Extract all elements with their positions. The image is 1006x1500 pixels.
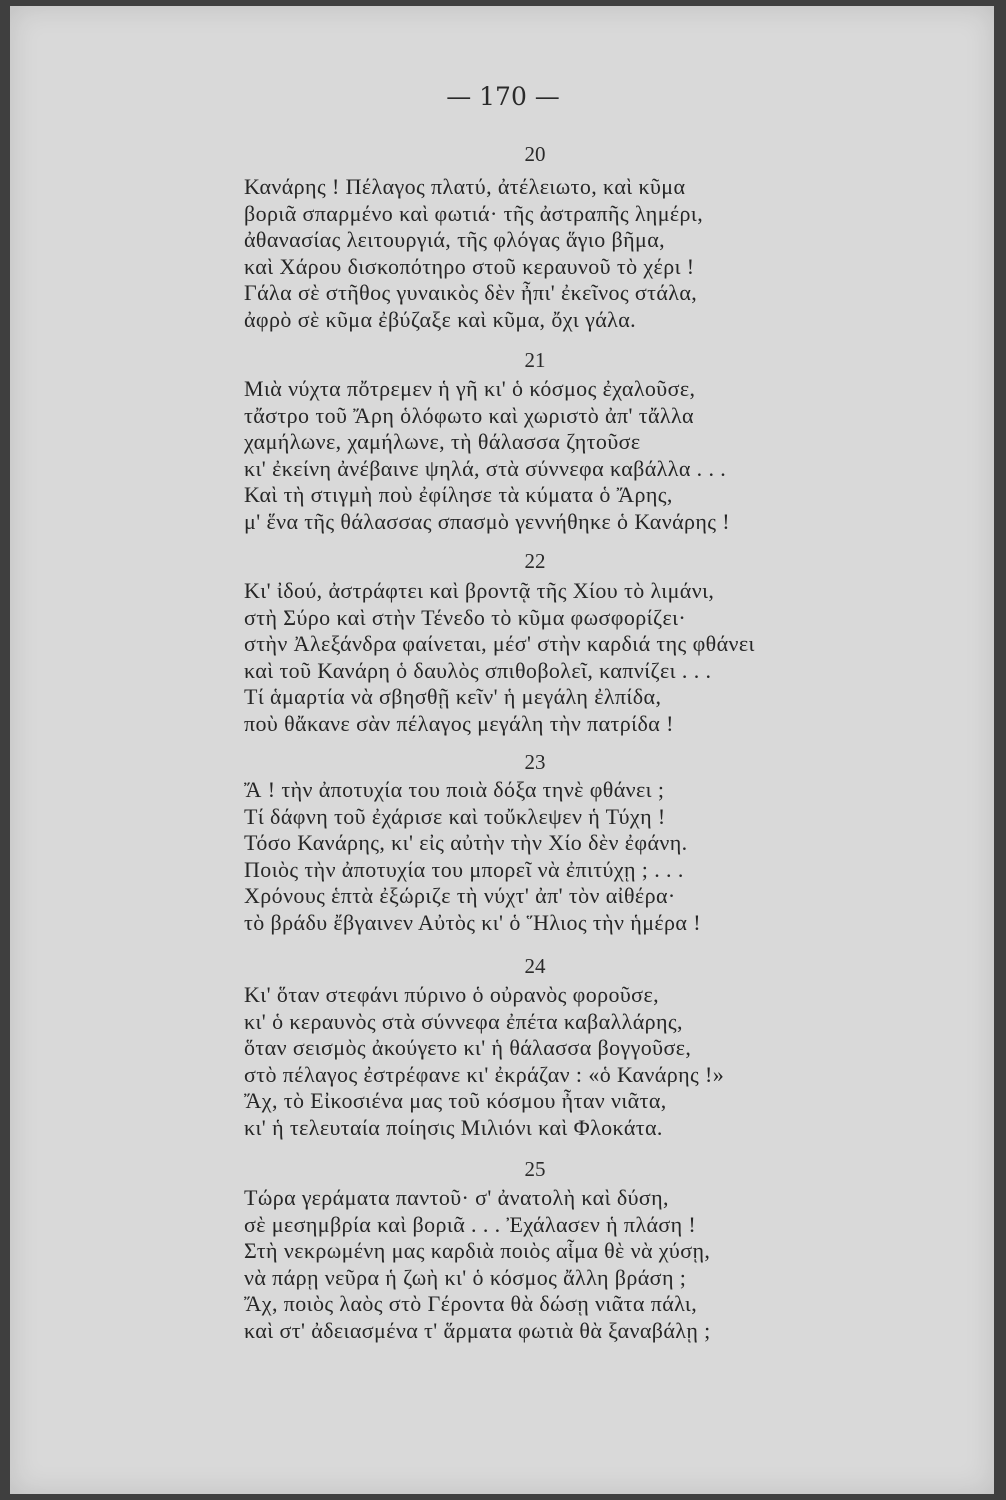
verse-line: κι' ἐκείνη ἀνέβαινε ψηλά, στὰ σύννεφα καβάλλα . . . [244,455,727,481]
verse-line: βοριᾶ σπαρμένο καὶ φωτιά· τῆς ἀστραπῆς λημέρι, [244,200,704,226]
verse-line: καὶ τοῦ Κανάρη ὁ δαυλὸς σπιθοβολεῖ, καπνίζει . . . [244,657,712,683]
verse-line: τἄστρο τοῦ Ἄρη ὁλόφωτο καὶ χωριστὸ ἀπ' τἄλλα [244,402,694,428]
stanza-text [244,777,701,937]
stanza-text [244,376,730,536]
verse-line: στὴν Ἀλεξάνδρα φαίνεται, μέσ' στὴν καρδιά της φθάνει [244,631,755,657]
verse-line: ποὺ θἄκανε σὰν πέλαγος μεγάλη τὴν πατρίδα ! [244,710,674,736]
stanza-text [244,1185,711,1345]
verse-line: καὶ Χάρου δισκοπότηρο στοῦ κεραυνοῦ τὸ χέρι ! [244,253,695,279]
verse-line: χαμήλωνε, χαμήλωνε, τὴ θάλασσα ζητοῦσε [244,429,641,455]
verse-line: νὰ πάρῃ νεῦρα ἡ ζωὴ κι' ὁ κόσμος ἄλλη βράση ; [244,1264,687,1290]
verse-line: Ἄχ, ποιὸς λαὸς στὸ Γέροντα θὰ δώσῃ νιᾶτα πάλι, [244,1291,698,1317]
stanza-text [244,578,755,738]
verse-line: Τί δάφνη τοῦ ἐχάρισε καὶ τοὔκλεψεν ἡ Τύχη ! [244,803,666,829]
verse-line: Στὴ νεκρωμένη μας καρδιὰ ποιὸς αἷμα θὲ νὰ χύσῃ, [244,1238,711,1264]
verse-line: καὶ στ' ἀδειασμένα τ' ἅρματα φωτιὰ θὰ ξαναβάλῃ ; [244,1317,711,1343]
verse-line: Τί ἁμαρτία νὰ σβησθῇ κεῖν' ἡ μεγάλη ἐλπίδα, [244,684,662,710]
verse-line: Ἄ ! τὴν ἀποτυχία του ποιὰ δόξα τηνὲ φθάνει ; [244,777,665,802]
verse-line: στὸ πέλαγος ἐστρέφανε κι' ἐκράζαν : «ὁ Κανάρης !» [244,1061,725,1087]
verse-line: μ' ἕνα τῆς θάλασσας σπασμὸ γεννήθηκε ὁ Κανάρης ! [244,508,731,534]
verse-line: ἀθανασίας λειτουργιά, τῆς φλόγας ἅγιο βῆμα, [244,227,666,253]
stanza-text [244,982,724,1142]
verse-line: Κι' ὅταν στεφάνι πύρινο ὁ οὐρανὸς φοροῦσε, [244,982,659,1007]
verse-line: Καὶ τὴ στιγμὴ ποὺ ἐφίλησε τὰ κύματα ὁ Ἄρης, [244,482,673,508]
stanza-number: 20 [524,142,546,166]
verse-line: Κανάρης ! Πέλαγος πλατύ, ἀτέλειωτο, καὶ κῦμα [244,174,686,199]
stanza-number: 24 [524,954,546,978]
page-number: — 170 — [446,82,560,111]
stanza-number: 25 [524,1157,546,1181]
verse-line: Κι' ἰδού, ἀστράφτει καὶ βροντᾷ τῆς Χίου τὸ λιμάνι, [244,578,715,603]
stanza-number: 22 [524,549,546,573]
verse-line: Χρόνους ἑπτὰ ἐξώριζε τὴ νύχτ' ἀπ' τὸν αἰθέρα· [244,883,676,909]
verse-line: Τώρα γεράματα παντοῦ· σ' ἀνατολὴ καὶ δύση, [244,1185,669,1210]
verse-line: κι' ἡ τελευταία ποίησις Μιλιόνι καὶ Φλοκάτα. [244,1114,663,1140]
verse-line: ἀφρὸ σὲ κῦμα ἐβύζαξε καὶ κῦμα, ὄχι γάλα. [244,306,637,332]
verse-line: κι' ὁ κεραυνὸς στὰ σύννεφα ἐπέτα καβαλλάρης, [244,1008,683,1034]
verse-line: σὲ μεσημβρία καὶ βοριᾶ . . . Ἐχάλασεν ἡ πλάση ! [244,1211,697,1237]
stanza-number: 23 [524,750,546,774]
stanza-text [244,174,703,334]
verse-line: Γάλα σὲ στῆθος γυναικὸς δὲν ἦπι' ἐκεῖνος στάλα, [244,280,698,306]
verse-line: ὅταν σεισμὸς ἀκούγετο κι' ἡ θάλασσα βογγοῦσε, [244,1035,692,1061]
verse-line: τὸ βράδυ ἔβγαινεν Αὐτὸς κι' ὁ Ἥλιος τὴν ἡμέρα ! [244,909,701,935]
verse-line: Τόσο Κανάρης, κι' εἰς αὐτὴν τὴν Χίο δὲν ἐφάνη. [244,830,688,856]
stanza-number: 21 [524,348,546,372]
verse-line: στὴ Σύρο καὶ στὴν Τένεδο τὸ κῦμα φωσφορίζει· [244,604,687,630]
verse-line: Ποιὸς τὴν ἀποτυχία του μπορεῖ νὰ ἐπιτύχῃ ; . . . [244,856,684,882]
verse-line: Μιὰ νύχτα πὄτρεμεν ἡ γῆ κι' ὁ κόσμος ἐχαλοῦσε, [244,376,696,401]
verse-line: Ἄχ, τὸ Εἰκοσιένα μας τοῦ κόσμου ἦταν νιᾶτα, [244,1088,667,1114]
